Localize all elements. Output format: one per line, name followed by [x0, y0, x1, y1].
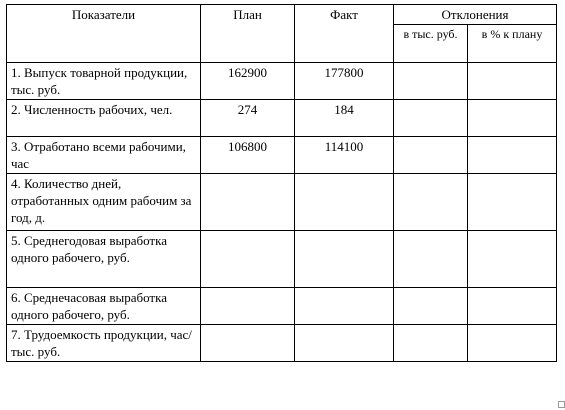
row-plan: 162900 — [201, 63, 295, 100]
row-fact — [295, 231, 394, 288]
row-deviation-abs — [394, 231, 468, 288]
header-deviations: Отклонения — [394, 5, 557, 25]
header-indicators: Показатели — [7, 5, 201, 63]
row-fact — [295, 325, 394, 362]
table-resize-handle[interactable] — [558, 401, 565, 408]
header-fact: Факт — [295, 5, 394, 63]
row-plan: 274 — [201, 100, 295, 137]
row-label: 7. Трудоемкость продукции, час/тыс. руб. — [7, 325, 201, 362]
table-row — [7, 63, 557, 100]
row-deviation-pct — [468, 100, 557, 137]
row-plan — [201, 325, 295, 362]
table-row — [7, 231, 557, 288]
row-label-cell — [7, 288, 201, 325]
row-label: 3. Отработано всеми рабочими, час — [7, 137, 201, 174]
row-plan — [201, 288, 295, 325]
indicators-table — [6, 4, 557, 362]
header-plan: План — [201, 5, 295, 63]
table-row — [7, 174, 557, 231]
row-fact — [295, 174, 394, 231]
row-deviation-pct — [468, 288, 557, 325]
row-deviation-pct — [468, 63, 557, 100]
row-fact: 177800 — [295, 63, 394, 100]
row-label: 1. Выпуск товарной продукции, тыс. руб. — [7, 63, 201, 100]
table-row — [7, 137, 557, 174]
row-plan — [201, 174, 295, 231]
row-label: 2. Численность рабочих, чел. — [7, 100, 201, 137]
row-fact — [295, 288, 394, 325]
header-deviation-percent-plan: в % к плану — [468, 25, 557, 63]
row-label: 5. Среднегодовая выработка одного рабочего, руб. — [7, 231, 201, 288]
row-deviation-pct — [468, 325, 557, 362]
header-deviation-thousand-rub: в тыс. руб. — [394, 25, 468, 63]
row-deviation-abs — [394, 137, 468, 174]
table-row — [7, 288, 557, 325]
table-row — [7, 100, 557, 137]
row-deviation-abs — [394, 288, 468, 325]
row-deviation-pct — [468, 231, 557, 288]
table-row — [7, 325, 557, 362]
row-label: 6. Среднечасовая выработка одного рабочего, руб. — [11, 290, 167, 322]
row-deviation-abs — [394, 325, 468, 362]
row-plan: 106800 — [201, 137, 295, 174]
row-fact: 184 — [295, 100, 394, 137]
row-deviation-abs — [394, 174, 468, 231]
row-fact: 114100 — [295, 137, 394, 174]
row-deviation-abs — [394, 100, 468, 137]
row-deviation-pct — [468, 137, 557, 174]
row-label: 4. Количество дней, отработанных одним рабочим за год, д. — [7, 174, 201, 231]
row-deviation-pct — [468, 174, 557, 231]
row-deviation-abs — [394, 63, 468, 100]
header-row — [7, 5, 557, 25]
row-plan — [201, 231, 295, 288]
